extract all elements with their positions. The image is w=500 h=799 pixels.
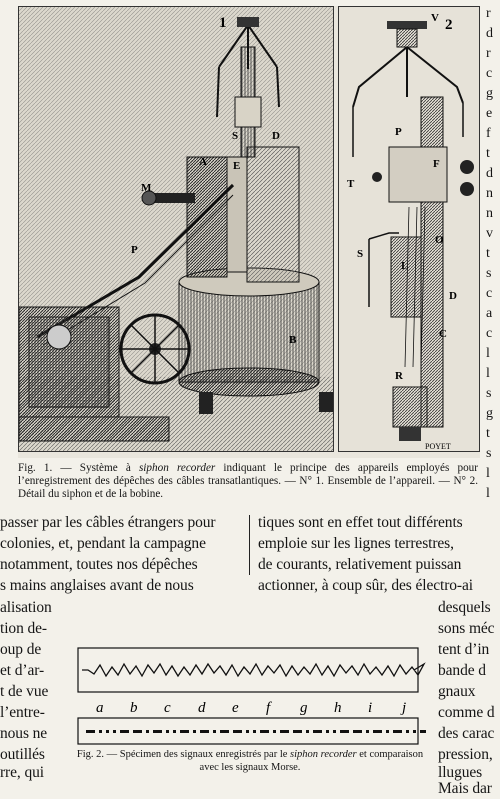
morse-dot (273, 730, 276, 733)
right-col-line-7: tent d’in (438, 641, 490, 658)
morse-dash (153, 730, 162, 733)
right-margin-letter: s (486, 446, 492, 461)
morse-dash (220, 730, 229, 733)
fig1-label-B: B (289, 334, 297, 346)
left-col-line-10: l’entre- (0, 704, 45, 721)
right-margin-letter: r (486, 46, 491, 61)
morse-dot (106, 730, 109, 733)
fig1-label-E: E (233, 160, 241, 172)
caption2-rest: et comparaison avec les signaux Morse. (199, 749, 424, 773)
left-col-line-3: notamment, toutes nos dépêches (0, 556, 198, 573)
signal-letter: i (368, 700, 373, 716)
right-col-line-5: desquels (438, 599, 491, 616)
morse-dot (326, 730, 329, 733)
fig2-label-R: R (395, 370, 403, 382)
right-col-line-3: de courants, relativement puissan (258, 556, 462, 573)
right-col-line-14: Mais dar (438, 780, 492, 797)
figure-2-number: 2 (445, 17, 453, 33)
left-col-line-8: et d’ar- (0, 662, 45, 679)
right-margin-letter: t (486, 146, 490, 161)
morse-dot (333, 730, 336, 733)
figure-1-caption (18, 462, 478, 501)
morse-dash (200, 730, 209, 733)
right-margin-letter: r (486, 6, 491, 21)
right-margin-letter: c (486, 286, 493, 301)
left-col-line-9: t de vue (0, 683, 49, 700)
left-col-line-4: s mains anglaises avant de nous (0, 577, 194, 594)
left-col-line-6: tion de- (0, 620, 47, 637)
fig1-label-M: M (141, 182, 152, 194)
signal-specimen-drawing (74, 640, 426, 746)
siphon-signal-trace (82, 664, 424, 676)
engraver-signature: POYET (425, 442, 451, 451)
right-margin-letter: t (486, 426, 490, 441)
morse-dot (253, 730, 256, 733)
right-margin-letter: e (486, 106, 493, 121)
morse-dash (133, 730, 142, 733)
fig1-label-P: P (131, 244, 138, 256)
right-margin-letter: n (486, 206, 493, 221)
right-margin-letter: g (486, 86, 493, 101)
signal-letter: e (232, 700, 239, 716)
right-margin-letter: t (486, 246, 490, 261)
morse-dash (120, 730, 129, 733)
morse-dot (193, 730, 196, 733)
right-col-line-1: tiques sont en effet tout différents (258, 514, 463, 531)
fig2-label-L: L (401, 260, 409, 272)
right-margin-letter: d (486, 26, 493, 41)
caption2-lead: Fig. 2. — Spécimen des signaux enregistrés par le (76, 749, 291, 760)
right-margin-letter: s (486, 386, 492, 401)
morse-dot (406, 730, 409, 733)
morse-dot (99, 730, 102, 733)
signal-letter: b (130, 700, 138, 716)
morse-dot (246, 730, 249, 733)
right-col-line-6: sons méc (438, 620, 495, 637)
left-col-line-12: outillés (0, 746, 45, 763)
morse-dot (413, 730, 416, 733)
figure-1-apparatus (18, 6, 334, 452)
fig2-label-C: C (439, 328, 447, 340)
morse-dot (213, 730, 216, 733)
signal-letter: d (198, 700, 206, 716)
figure-1-number: 1 (219, 15, 227, 31)
fig2-label-S: S (357, 248, 364, 260)
figure-2-siphon-detail (338, 6, 480, 452)
morse-dot (146, 730, 149, 733)
right-col-line-10: comme d (438, 704, 495, 721)
caption1-rest: indiquant le principe des appareils employés pour l’enregistrement des dépêches des câbles transatlantiques. — N° 1. Ensemble de l’appareil. — N° 2. Détail du siphon et de la bobine. (18, 462, 478, 500)
signal-letter: j (402, 700, 407, 716)
right-col-line-9: gnaux (438, 683, 476, 700)
morse-dash (420, 730, 426, 733)
right-col-line-13: llugues (438, 764, 483, 781)
right-col-line-2: emploie sur les lignes terrestres, (258, 535, 454, 552)
signal-letter: h (334, 700, 342, 716)
siphon-recorder-engraving (19, 7, 334, 452)
column-rule (249, 515, 250, 575)
fig2-label-O: O (435, 234, 444, 246)
signal-letter: f (266, 700, 271, 716)
morse-dash (260, 730, 269, 733)
fig1-label-S: S (232, 130, 239, 142)
siphon-detail-engraving (339, 7, 480, 452)
morse-dot (173, 730, 176, 733)
morse-dash (353, 730, 362, 733)
right-margin-letter: l (486, 486, 490, 501)
right-margin-letter: l (486, 346, 490, 361)
right-margin-letter: d (486, 166, 493, 181)
left-col-line-11: nous ne (0, 725, 48, 742)
right-margin-letter: c (486, 326, 493, 341)
right-margin-letter: a (486, 306, 493, 321)
signal-letters (96, 700, 406, 716)
figure-engraving (18, 6, 480, 458)
morse-dash (293, 730, 302, 733)
morse-dot (366, 730, 369, 733)
right-col-line-12: pression, (438, 746, 493, 763)
left-col-line-7: oup de (0, 641, 42, 658)
morse-dash (340, 730, 349, 733)
morse-dash (280, 730, 289, 733)
morse-dot (386, 730, 389, 733)
signal-letter: a (96, 700, 104, 716)
signal-letter: c (164, 700, 171, 716)
morse-dash (393, 730, 402, 733)
morse-dot (166, 730, 169, 733)
fig2-label-V: V (431, 12, 439, 24)
right-margin-letter: n (486, 186, 493, 201)
morse-dash (86, 730, 95, 733)
right-margin-letter: c (486, 66, 493, 81)
morse-dash (180, 730, 189, 733)
caption1-italic: siphon recorder (138, 462, 216, 474)
right-col-line-4: actionner, à coup sûr, des électro-ai (258, 577, 473, 594)
fig1-label-D: D (272, 130, 280, 142)
caption2-italic: siphon recorder (290, 749, 357, 760)
right-margin-letter: s (486, 266, 492, 281)
right-margin-letter: l (486, 366, 490, 381)
left-col-line-13: rre, qui (0, 764, 44, 781)
left-col-line-2: colonies, et, pendant la campagne (0, 535, 206, 552)
right-margin-letter: v (486, 226, 493, 241)
fig1-label-A: A (199, 156, 207, 168)
right-margin-letter: f (486, 126, 491, 141)
fig2-label-P: P (395, 126, 402, 138)
caption1-lead: Fig. 1. — Système à (18, 462, 139, 474)
fig2-label-T: T (347, 178, 355, 190)
right-margin-letter: g (486, 406, 493, 421)
right-margin-letter: l (486, 466, 490, 481)
left-col-line-5: alisation (0, 599, 52, 616)
signal-specimen-figure (74, 640, 426, 746)
fig2-label-D: D (449, 290, 457, 302)
figure-2-caption (70, 748, 430, 774)
right-col-line-8: bande d (438, 662, 486, 679)
morse-dash (233, 730, 242, 733)
morse-dash (313, 730, 322, 733)
fig2-label-F: F (433, 158, 440, 170)
morse-dot (113, 730, 116, 733)
morse-dash (373, 730, 382, 733)
signal-letter: g (300, 700, 308, 716)
morse-dot (306, 730, 309, 733)
right-col-line-11: des carac (438, 725, 495, 742)
left-col-line-1: passer par les câbles étrangers pour (0, 514, 216, 531)
morse-signal-trace (86, 730, 426, 733)
